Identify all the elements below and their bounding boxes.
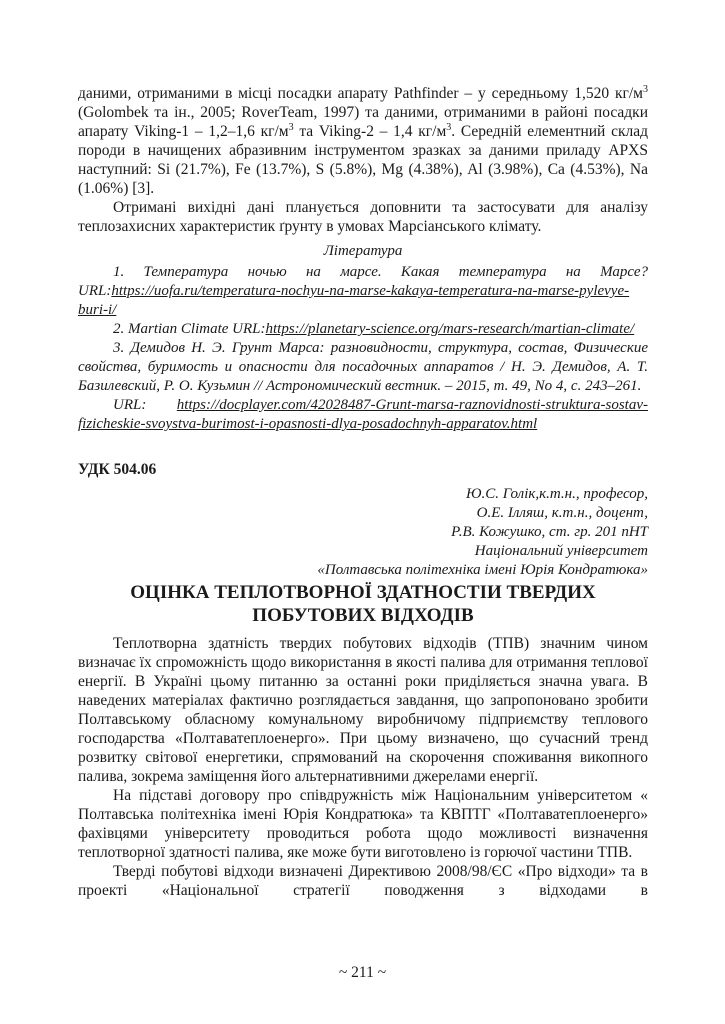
- article-paragraph-1: Теплотворна здатність твердих побутових відходів (ТПВ) значним чином визначає їх спроможність щодо використання в якості палива для отримання теплової енергії. В Україні цьому питанню за останні роки приділяється значна увага. В наведених матеріалах фактично розглядається завдання, що запропоновано зробити Полтавському обласному комунальному виробничому підприємству теплового господарства «Полтаватеплоенерго». При цьому визначено, що сучасний тренд розвитку світової енергетики, спрямований на скорочення споживання викопного палива, зокрема заміщення його альтернативними джерелами енергії.: [78, 635, 648, 785]
- page-number: ~ 211 ~: [338, 964, 387, 981]
- affiliation-line: Національний університет: [474, 543, 648, 559]
- author-line: Ю.С. Голік,к.т.н., професор,: [466, 486, 648, 502]
- intro-paragraph-2: Отримані вихідні дані планується доповнити та застосувати для аналізу теплозахисних характеристик ґрунту в умовах Марсіанського клімату.: [78, 199, 648, 235]
- reference-3-url-label: URL:: [113, 397, 177, 413]
- intro-p1-segment-1: даними, отриманими в місці посадки апарату Pathfinder – у середньому 1,520 кг/м: [78, 85, 643, 102]
- authors-block: [78, 485, 648, 580]
- article-paragraph-2: На підставі договору про співдружність між Національним університетом « Полтавська політехніка імені Юрія Кондратюка» та КВПТГ «Полтаватеплоенерго» фахівцями університету проводиться робота щодо можливості визначення теплотворної здатності палива, яке може бути виготовлено із горючої частини ТПВ.: [78, 787, 648, 861]
- literature-heading: Література: [323, 243, 403, 259]
- article-paragraph-3: Тверді побутові відходи визначені Директивою 2008/98/ЄС «Про відходи» та в проекті «Національної стратегії поводження з відходами в: [78, 863, 648, 899]
- reference-1-text: 1. Температура ночью на марсе. Какая температура на Марсе? URL:: [78, 264, 648, 299]
- reference-3-url-line: [78, 396, 648, 434]
- author-line: О.Е. Ілляш, к.т.н., доцент,: [476, 505, 648, 521]
- reference-item-2: [78, 320, 648, 339]
- superscript-3: 3: [446, 121, 452, 133]
- affiliation-line: «Полтавська політехніка імені Юрія Кондратюка»: [317, 562, 648, 578]
- superscript-3: 3: [643, 83, 648, 95]
- references-list: [78, 263, 648, 434]
- reference-3-url-link[interactable]: https://docplayer.com/42028487-Grunt-marsa-raznovidnosti-struktura-sostav-fizicheskie-svoystva-burimost-i-opasnosti-dlya-posadochnyh-apparatov.html: [78, 397, 648, 432]
- reference-item-1: [78, 263, 648, 320]
- udc-code: УДК 504.06: [78, 461, 157, 478]
- author-line: Р.В. Кожушко, ст. гр. 201 пНТ: [451, 524, 648, 540]
- reference-1-url-link[interactable]: https://uofa.ru/temperatura-nochyu-na-marse-kakaya-temperatura-na-marse-pylevye-buri-i/: [78, 283, 630, 318]
- reference-2-text: 2. Martian Climate URL:: [113, 321, 266, 337]
- intro-p1-segment-3: та Viking-2 – 1,4 кг/м: [293, 123, 447, 140]
- article-body: [78, 634, 648, 900]
- intro-p1-segment-2: (Golombek та ін., 2005; RoverTeam, 1997) та даними, отриманими в районі посадки апарату Viking-1 – 1,2–1,6 кг/м: [78, 104, 648, 140]
- superscript-3: 3: [288, 121, 294, 133]
- reference-item-3: 3. Демидов Н. Э. Грунт Марса: разновидности, структура, состав, Физические свойства, буримость и опасности для посадочных аппаратов / Н. Э. Демидов, А. Т. Базилевский, Р. О. Кузьмин // Астрономический вестник. – 2015, т. 49, No 4, с. 243–261.: [78, 340, 648, 394]
- intro-p1-segment-4: . Середній елементний склад породи в начищених абразивним інструментом зразках за даними приладу APXS наступний: Si (21.7%), Fe (13.7%), S (5.8%), Mg (4.38%), Al (3.98%), Ca (4.53%), Na (1.06%) [3].: [78, 123, 648, 197]
- reference-2-url-link[interactable]: https://planetary-science.org/mars-research/martian-climate/: [265, 321, 635, 337]
- article-title: ОЦІНКА ТЕПЛОТВОРНОЇ ЗДАТНОСТІИ ТВЕРДИХ ПОБУТОВИХ ВІДХОДІВ: [130, 582, 596, 626]
- intro-paragraph-1: [78, 84, 648, 198]
